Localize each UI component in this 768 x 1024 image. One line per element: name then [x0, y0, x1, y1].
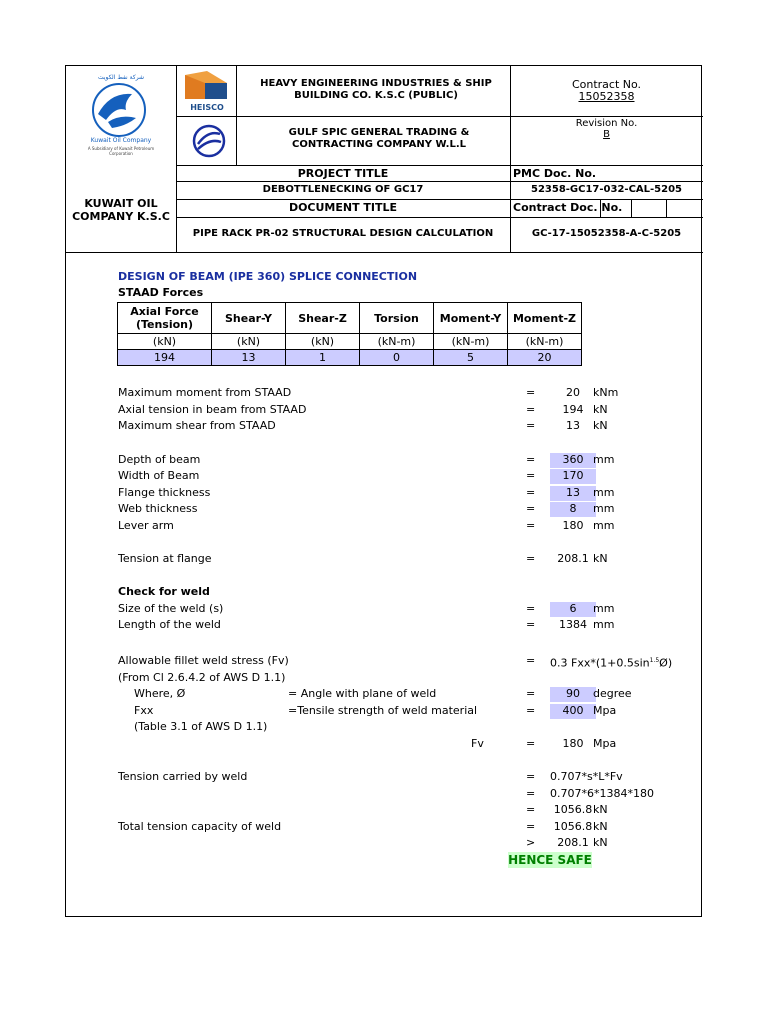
depth-unit: mm [593, 453, 615, 466]
tension-weld-value: 0.707*s*L*Fv [550, 770, 623, 783]
allowable-stress-formula [550, 654, 672, 671]
table-value-row [118, 350, 582, 366]
allowable-stress-label: Allowable fillet weld stress (Fv) [118, 654, 289, 667]
compare-unit: kN [593, 836, 608, 849]
weld-length-label: Length of the weld [118, 618, 221, 631]
koc-logo [76, 74, 166, 156]
weld-size-label: Size of the weld (s) [118, 602, 224, 615]
table-value-cell: 0 [360, 350, 434, 366]
total-capacity-label: Total tension capacity of weld [118, 820, 282, 833]
heisco-name: HEAVY ENGINEERING INDUSTRIES & SHIP BUILDING CO. K.S.C (PUBLIC) [260, 78, 492, 101]
table-value-cell: 194 [118, 350, 212, 366]
fxx-label: Fxx [134, 704, 154, 717]
pmc-doc-no: 52358-GC17-032-CAL-5205 [530, 184, 682, 195]
tension-weld-operator: = [526, 770, 536, 783]
fxx-value: 400 [550, 704, 596, 719]
max-shear-value: 13 [566, 419, 580, 432]
document-title: PIPE RACK PR-02 STRUCTURAL DESIGN CALCULATION [192, 228, 494, 239]
table-header-cell: Moment-Y [434, 303, 508, 334]
table-header-cell: Torsion [360, 303, 434, 334]
client-name: KUWAIT OIL COMPANY K.S.C [72, 197, 170, 223]
web-unit: mm [593, 502, 615, 515]
width-value: 170 [550, 469, 596, 484]
max-moment-unit: kNm [593, 386, 619, 399]
formula-tail: Ø) [659, 656, 673, 670]
allowable-stress-eq: = [526, 654, 536, 667]
lever-label: Lever arm [118, 519, 174, 532]
table-value-cell: 20 [508, 350, 582, 366]
compare-operator: > [526, 836, 536, 849]
contract-no-label: Contract No. [571, 78, 642, 91]
tension-weld3-value: 1056.8 [553, 803, 593, 816]
koc-english-name: Kuwait Oil Company [90, 137, 152, 144]
where-operator: = [526, 687, 536, 700]
koc-arabic-name: شركة نفط الكويت [97, 74, 145, 81]
tension-flange-operator: = [526, 552, 536, 565]
tension-flange-label: Tension at flange [118, 552, 212, 565]
gulf-spic-emblem-icon [188, 124, 230, 158]
header-divider [176, 217, 703, 218]
weld-length-unit: mm [593, 618, 615, 631]
table-header-cell: Shear-Y [212, 303, 286, 334]
heisco-logo-text: HEISCO [190, 103, 224, 112]
revision-no: B [603, 129, 610, 140]
formula-base: 0.3 Fxx*(1+0.5sin [550, 656, 650, 670]
flange-value: 13 [550, 486, 596, 501]
where-unit: degree [593, 687, 632, 700]
tension-flange-unit: kN [593, 552, 608, 565]
table-header-cell: Shear-Z [286, 303, 360, 334]
depth-label: Depth of beam [118, 453, 201, 466]
tension-weld3-unit: kN [593, 803, 608, 816]
flange-operator: = [526, 486, 536, 499]
pmc-doc-label: PMC Doc. No. [513, 167, 597, 180]
table-unit-cell: (kN) [286, 334, 360, 350]
total-capacity-value: 1056.8 [553, 820, 593, 833]
axial-tension-unit: kN [593, 403, 608, 416]
table-value-cell: 1 [286, 350, 360, 366]
section-title: DESIGN OF BEAM (IPE 360) SPLICE CONNECTION [118, 270, 418, 283]
axial-tension-value: 194 [562, 403, 584, 416]
gulf-spic-logo [188, 124, 230, 158]
total-capacity-operator: = [526, 820, 536, 833]
width-operator: = [526, 469, 536, 482]
from-cl-label: (From Cl 2.6.4.2 of AWS D 1.1) [118, 671, 286, 684]
axial-tension-operator: = [526, 403, 536, 416]
heisco-emblem-icon [181, 71, 233, 103]
table-header-cell: Axial Force (Tension) [118, 303, 212, 334]
weld-length-operator: = [526, 618, 536, 631]
max-shear-label: Maximum shear from STAAD [118, 419, 276, 432]
gulf-spic-name: GULF SPIC GENERAL TRADING & CONTRACTING COMPANY W.L.L [288, 127, 470, 150]
table-header-cell: Moment-Z [508, 303, 582, 334]
max-shear-operator: = [526, 419, 536, 432]
where-description: = Angle with plane of weld [288, 687, 437, 700]
header-bottom-border [66, 252, 703, 253]
calculation-sheet [65, 65, 702, 917]
weld-size-operator: = [526, 602, 536, 615]
width-label: Width of Beam [118, 469, 200, 482]
lever-operator: = [526, 519, 536, 532]
koc-tagline: A Subsidiary of Kuwait Petroleum Corporation [87, 146, 155, 156]
project-title: DEBOTTLENECKING OF GC17 [262, 184, 424, 195]
document-title-label: DOCUMENT TITLE [288, 201, 398, 214]
fxx-unit: Mpa [593, 704, 617, 717]
revision-no-label: Revision No. [575, 118, 638, 129]
staad-forces-label: STAAD Forces [118, 286, 204, 299]
depth-value: 360 [550, 453, 596, 468]
header-divider [176, 116, 703, 117]
heisco-logo [181, 71, 233, 113]
lever-unit: mm [593, 519, 615, 532]
where-value: 90 [550, 687, 596, 702]
flange-label: Flange thickness [118, 486, 211, 499]
project-title-label: PROJECT TITLE [297, 167, 389, 180]
weld-size-value: 6 [550, 602, 596, 617]
header-divider [236, 66, 237, 165]
max-moment-label: Maximum moment from STAAD [118, 386, 292, 399]
max-shear-unit: kN [593, 419, 608, 432]
table-value-cell: 13 [212, 350, 286, 366]
flange-unit: mm [593, 486, 615, 499]
header-divider [176, 66, 177, 252]
fv-value: 180 [562, 737, 584, 750]
tension-weld2-operator: = [526, 787, 536, 800]
weld-size-unit: mm [593, 602, 615, 615]
where-label: Where, Ø [134, 687, 186, 700]
header-divider [176, 199, 703, 200]
axial-tension-label: Axial tension in beam from STAAD [118, 403, 307, 416]
lever-value: 180 [562, 519, 584, 532]
check-weld-label: Check for weld [118, 585, 210, 598]
table-unit-cell: (kN-m) [360, 334, 434, 350]
formula-exponent: 1.5 [649, 657, 660, 664]
table-unit-row [118, 334, 582, 350]
fxx-operator: = [526, 704, 536, 717]
header-divider [176, 181, 703, 182]
tension-weld2-value: 0.707*6*1384*180 [550, 787, 654, 800]
fxx-description: =Tensile strength of weld material [288, 704, 478, 717]
web-operator: = [526, 502, 536, 515]
tension-weld3-operator: = [526, 803, 536, 816]
tension-flange-value: 208.1 [557, 552, 589, 565]
weld-length-value: 1384 [559, 618, 587, 631]
depth-operator: = [526, 453, 536, 466]
contract-doc-label: Contract Doc. No. [513, 201, 623, 214]
total-capacity-unit: kN [593, 820, 608, 833]
hence-safe-verdict: HENCE SAFE [508, 853, 592, 867]
header-divider [176, 165, 703, 166]
compare-value: 208.1 [557, 836, 589, 849]
staad-forces-table [117, 302, 582, 366]
tension-weld-label: Tension carried by weld [118, 770, 248, 783]
table-unit-cell: (kN) [118, 334, 212, 350]
contract-doc-no: GC-17-15052358-A-C-5205 [531, 228, 682, 239]
table31-label: (Table 3.1 of AWS D 1.1) [134, 720, 268, 733]
web-value: 8 [550, 502, 596, 517]
fv-unit: Mpa [593, 737, 617, 750]
web-label: Web thickness [118, 502, 198, 515]
fv-operator: = [526, 737, 536, 750]
max-moment-value: 20 [566, 386, 580, 399]
max-moment-operator: = [526, 386, 536, 399]
table-header-row [118, 303, 582, 334]
table-unit-cell: (kN-m) [508, 334, 582, 350]
contract-no: 15052358 [578, 90, 635, 103]
table-unit-cell: (kN-m) [434, 334, 508, 350]
fv-label: Fv [471, 737, 484, 750]
table-unit-cell: (kN) [212, 334, 286, 350]
table-value-cell: 5 [434, 350, 508, 366]
